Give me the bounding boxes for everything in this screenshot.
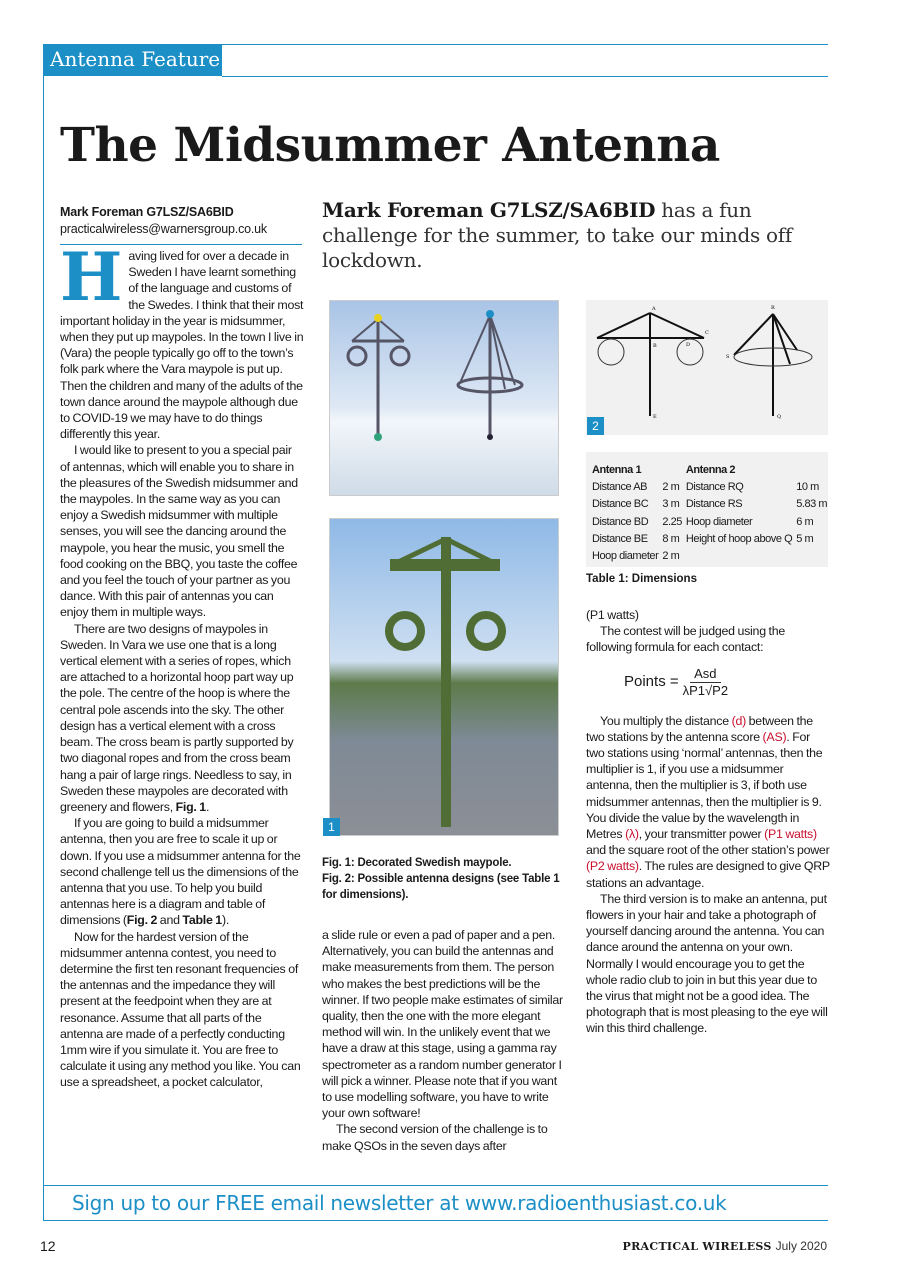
table-header-row [592, 462, 831, 479]
formula-lhs: Points = [624, 673, 679, 690]
issue-date: July 2020 [775, 1239, 827, 1253]
paragraph-text: and [157, 913, 183, 928]
paragraph: a slide rule or even a pad of paper and a pen. Alternatively, you can build the antennas and make measurements from them. The person who makes the best predictions will be the winner. If two people make estimates of similar quality, then the one with the more elegant method will win. In the unlikely event that we have a draw at this stage, using a gamma ray spectrometer as a random number generator I will pick a winner. Please note that if you want to use modelling software, you have to write your own software! [322, 928, 563, 1121]
formula-fraction [683, 666, 728, 699]
table-cell: Distance RS [685, 498, 743, 511]
paragraph-text: aving lived for over a decade in Sweden I have learnt something of the language and customs of the Swedes. I think that their most important holiday in the year is midsummer, when they put up maypoles. In the town I live in (Vara) the people typically go off to the town’s folk park where the Vara maypole is put up. Then the children and many of the adults of the town dance around the maypole although due to COVID-19 we may have to do things differently this year. [60, 249, 304, 442]
table-caption: Table 1: Dimensions [586, 573, 697, 585]
paragraph-text: , your transmitter power [638, 827, 765, 842]
table-cell: Height of hoop above Q [685, 532, 793, 545]
table-header: Antenna 1 [592, 464, 642, 476]
diagram-label: B [653, 343, 657, 349]
figure-2-antenna-diagram [586, 300, 828, 435]
table-cell: Distance BC [592, 498, 649, 511]
paragraph [60, 238, 304, 442]
diagram-label: D [686, 342, 691, 348]
page-number: 12 [40, 1238, 56, 1254]
column-3 [586, 607, 830, 1037]
byline-email[interactable]: practicalwireless@warnersgroup.co.uk [60, 222, 267, 236]
table-cell: 2 m [662, 550, 680, 563]
variable-lambda: (λ) [625, 827, 639, 842]
paragraph: The second version of the challenge is to make QSOs in the seven days after [322, 1122, 548, 1153]
paragraph: The third version is to make an antenna, put flowers in your hair and take a photograph of yourself dancing around the antenna. You can dance around the antenna on your own. Normally I would encourage you to get the whole radio club to join in but this year due to the virus that might not be a good idea. The photograph that is most pleasing to the eye will win this third challenge. [586, 891, 828, 1036]
table-cell: 2 m [662, 481, 680, 494]
table-cell: 8 m [662, 532, 680, 545]
table-header: Antenna 2 [685, 464, 736, 476]
paragraph [586, 713, 830, 891]
decorated-maypole-image [330, 519, 560, 837]
diagram-label: C [705, 330, 709, 336]
table-cell: 10 m [796, 481, 819, 494]
table-row [592, 531, 831, 548]
variable-p2: (P2 watts) [586, 859, 639, 874]
variable-as: (AS) [762, 729, 787, 744]
diagram-label: A [652, 306, 656, 312]
paragraph-text: and the square root of the other station’s power [586, 843, 830, 858]
diagram-label: S [726, 354, 730, 360]
figure-ref: Fig. 2 [126, 913, 158, 928]
magazine-name: PRACTICAL WIRELESS [622, 1240, 772, 1253]
figure-ref: Fig. 1 [175, 799, 206, 814]
variable-d: (d) [731, 713, 746, 728]
paragraph-text: . For two stations using ‘normal’ antennas, then the multiplier is 1, if you use a midsummer antenna, then the multiplier is 3, if both use midsummer antennas, then the multiplier is 9. You divide the value by the wavelength in Metres [586, 729, 823, 842]
column-1 [60, 238, 304, 1091]
table-row [592, 479, 831, 496]
figure-1-photo-maypole [329, 518, 559, 836]
table-row [592, 496, 831, 513]
standfirst-text: has a fun challenge for the summer, to take our minds off lockdown. [322, 198, 792, 272]
paragraph: The contest will be judged using the following formula for each contact: [586, 624, 785, 655]
paragraph [60, 815, 304, 928]
figure-antenna-render [329, 300, 559, 496]
standfirst-author: Mark Foreman G7LSZ/SA6BID [322, 198, 656, 222]
standfirst [322, 198, 822, 273]
table-cell: Distance AB [592, 481, 647, 494]
paragraph: Now for the hardest version of the midsummer antenna contest, you need to determine the first ten resonant frequencies of the antennas and the impedance they will present at the feedpoint when they are at resonance. Assume that all parts of the antenna are made of a perfectly conducting 1mm wire if you simulate it. You are free to calculate it using any method you like. You can use a spreadsheet, a pocket calculator, [60, 929, 301, 1090]
byline-author: Mark Foreman G7LSZ/SA6BID [60, 205, 234, 219]
diagram-label: Q [777, 414, 782, 420]
table-cell: 2.25 [662, 515, 682, 528]
article-title: The Midsummer Antenna [60, 118, 720, 173]
figure-number-badge: 1 [323, 818, 340, 836]
paragraph: (P1 watts) [586, 608, 639, 622]
antenna-diagram [586, 300, 828, 435]
table-ref: Table 1 [182, 913, 222, 928]
formula-numerator: Asd [690, 666, 720, 683]
drop-cap: H [60, 238, 123, 316]
paragraph-text: ). [221, 913, 230, 928]
figure-number-badge: 2 [587, 417, 604, 435]
frame-rule [43, 44, 44, 1221]
diagram-label: R [771, 305, 775, 311]
paragraph-text: If you are going to build a midsummer antenna, then you are free to scale it up or down. If you use a midsummer antenna for the second challenge tell us the dimensions of the antenna that you use. To help you build antennas here is a diagram and table of dimensions ( [60, 816, 301, 928]
table-cell: Distance RQ [685, 481, 744, 494]
table-cell [796, 548, 831, 565]
table-cell: Distance BD [592, 515, 649, 528]
dimensions-table [586, 452, 828, 567]
section-tag: Antenna Feature [44, 45, 222, 76]
caption-fig1: Fig. 1: Decorated Swedish maypole. [322, 857, 512, 869]
figure-captions [322, 855, 564, 903]
paragraph-text: There are two designs of maypoles in Sweden. In Vara we use one that is a long vertical element with a series of ropes, which are attached to a horizontal hoop part way up the pole. The centre of the hoop is where the central pole ascends into the sky. The other design has a vertical element with a cross beam. The cross beam is partly supported by two diagonal ropes and from the cross beam hang a pair of large rings. Needless to say, in Sweden these maypoles are decorated with greenery and flowers, [60, 621, 294, 814]
paragraph: I would like to present to you a special pair of antennas, which will enable you to share in the pleasures of the Swedish midsummer and the maypoles. In the same way as you can enjoy a Swedish midsummer with multiple senses, you will see the dancing around the maypole, you hear the music, you smell the food cooking on the BBQ, you taste the coffee and you feel the touch of your partner as you dance. With this pair of antennas you can enjoy them in multiple ways. [60, 443, 298, 620]
paragraph-text: You multiply the distance [600, 713, 732, 728]
header-rule-lower [222, 76, 828, 77]
table-cell: 3 m [662, 498, 680, 511]
paragraph: There are two designs of maypoles in Sweden. In Vara we use one that is a long vertical element with a series of ropes, which are attached to a horizontal hoop part way up the pole. The centre of the hoop is where the central pole ascends into the sky. The other design has a vertical element with a cross beam. The cross beam is partly supported by two diagonal ropes and from the cross beam hang a pair of large rings. Needless to say, in Sweden these maypoles are decorated with greenery and flowers, Fig. 1. [60, 621, 294, 814]
table-row [592, 514, 831, 531]
maypole-antennas-illustration [330, 301, 560, 497]
formula-denominator: λP1√P2 [682, 682, 729, 698]
table-cell: 5.83 m [796, 498, 828, 511]
table-row [592, 548, 831, 565]
points-formula [624, 666, 830, 699]
paragraph-text: . The rules are designed to give QRP stations an advantage. [586, 859, 830, 890]
table-cell: Hoop diameter [685, 515, 753, 528]
newsletter-link[interactable]: Sign up to our FREE email newsletter at www.radioenthusiast.co.uk [72, 1191, 727, 1215]
table-cell [686, 548, 796, 565]
footer-folio [623, 1239, 827, 1253]
column-2 [322, 927, 564, 1154]
table-cell: Hoop diameter [592, 550, 659, 563]
table-cell: 5 m [796, 532, 814, 545]
caption-fig2: Fig. 2: Possible antenna designs (see Table 1 for dimensions). [322, 873, 560, 901]
table-cell: 6 m [796, 515, 814, 528]
table-cell: Distance BE [592, 532, 648, 545]
variable-p1: (P1 watts) [764, 827, 817, 842]
paragraph-text: between the two stations by the antenna score [586, 713, 813, 744]
diagram-label: E [653, 414, 657, 420]
